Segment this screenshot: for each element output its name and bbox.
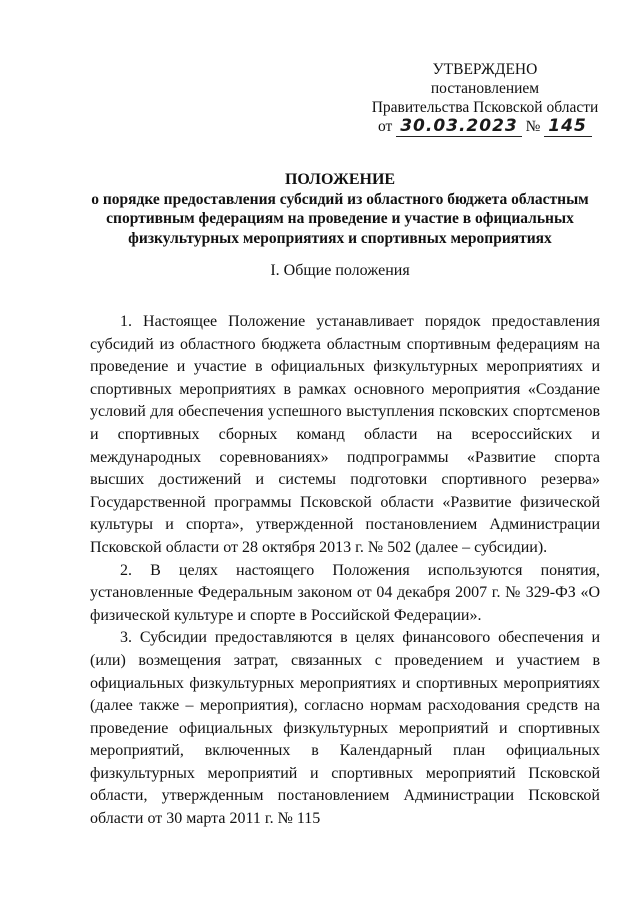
document-title bbox=[80, 170, 600, 248]
approval-date-line bbox=[370, 117, 600, 137]
title-line-1: о порядке предоставления субсидий из областного бюджета областным bbox=[91, 190, 589, 208]
paragraph-2: 2. В целях настоящего Положения используются понятия, установленные Федеральным законом от 04 декабря 2007 г. № 329-ФЗ «О физической культуре и спорте в Российской Федерации». bbox=[90, 561, 600, 624]
handwritten-number: 145 bbox=[544, 117, 592, 137]
title-line-2: спортивным федерациям на проведение и участие в официальных bbox=[106, 210, 574, 227]
document-body bbox=[90, 311, 600, 831]
handwritten-date: 30.03.2023 bbox=[396, 117, 522, 137]
date-prefix: от bbox=[378, 118, 393, 135]
number-prefix: № bbox=[525, 118, 541, 135]
approved-label: УТВЕРЖДЕНО bbox=[432, 61, 538, 78]
approval-stamp bbox=[370, 60, 600, 137]
paragraph-1: 1. Настоящее Положение устанавливает порядок предоставления субсидий из областного бюджета областным спортивным федерациям на проведение и участие в официальных физкультурных мероприятиях и спортивных мероприятиях в рамках основного мероприятия «Создание условий для обеспечения успешного выступления псковских спортсменов и спортивных сборных команд области на всероссийских и международных соревнованиях» подпрограммы «Развитие спорта высших достижений и системы подготовки спортивного резерва» Государственной программы Псковской области «Развитие физической культуры и спорта», утвержденной постановлением Администрации Псковской области от 28 октября 2013 г. № 502 (далее – субсидии). bbox=[90, 313, 600, 556]
paragraph-3: 3. Субсидии предоставляются в целях финансового обеспечения и (или) возмещения затрат, связанных с проведением и участием в официальных физкультурных мероприятиях и спортивных мероприятиях (далее также – мероприятия), согласно нормам расходования средств на проведение официальных физкультурных мероприятий и спортивных мероприятий, включенных в Календарный план официальных физкультурных мероприятий и спортивных мероприятий Псковской области, утвержденным постановлением Администрации Псковской области от 30 марта 2011 г. № 115 bbox=[90, 629, 600, 828]
resolution-label: постановлением bbox=[430, 80, 540, 97]
title-main: ПОЛОЖЕНИЕ bbox=[284, 171, 396, 188]
title-line-3: физкультурных мероприятиях и спортивных мероприятиях bbox=[128, 229, 552, 247]
government-label: Правительства Псковской области bbox=[371, 99, 599, 116]
section-heading: I. Общие положения bbox=[270, 262, 410, 279]
